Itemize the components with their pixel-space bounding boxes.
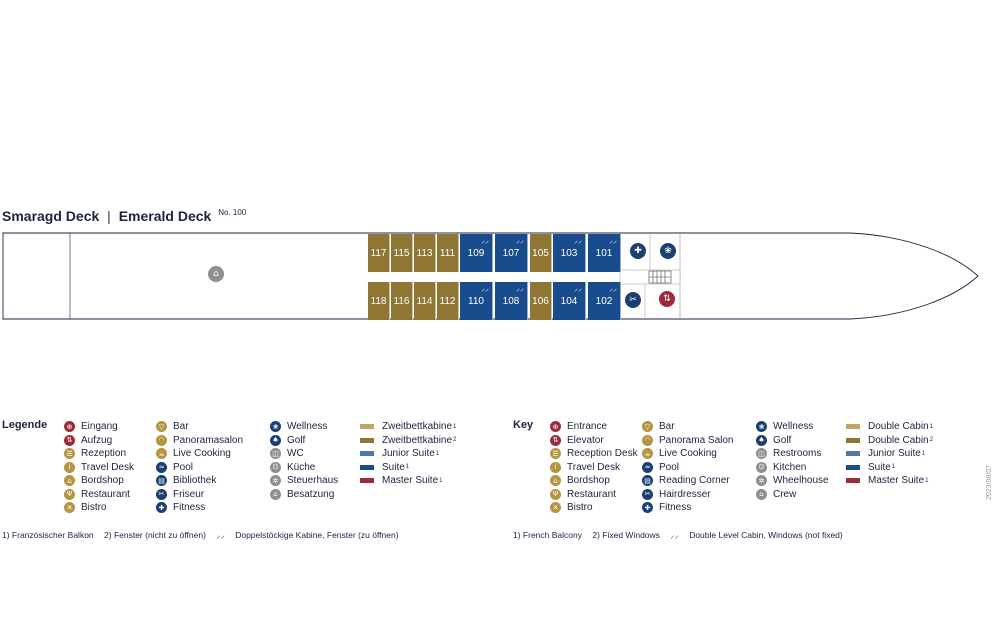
restroom-icon: ◫: [270, 448, 281, 459]
cabin-102: [588, 282, 621, 320]
legend-item-restroom: [270, 447, 304, 460]
crew-icon: ⌂: [270, 489, 281, 500]
cabin-114: [414, 282, 436, 320]
legend-item-restaurant: [64, 488, 130, 501]
bar-icon: ▽: [156, 421, 167, 432]
elevator-icon: ⇅: [659, 291, 675, 307]
footnote-ref: 1: [439, 477, 443, 484]
legend-item-live-cooking: [156, 447, 231, 460]
legend-item-travel-desk: [550, 461, 620, 474]
legend-label: Panorama Salon: [659, 434, 734, 446]
color-swatch: [846, 478, 860, 483]
deck-title-de: Smaragd Deck: [2, 208, 100, 224]
footnotes-de: [2, 530, 407, 541]
legend-item-pool: [642, 461, 679, 474]
deck-title-separator: |: [107, 208, 111, 224]
cabin-number: 117: [370, 247, 387, 259]
entrance-icon: ⊕: [550, 421, 561, 432]
color-swatch: [846, 451, 860, 456]
legend-label: Besatzung: [287, 488, 335, 500]
wheelhouse-icon: ✲: [270, 475, 281, 486]
legend-cabin-type: [846, 434, 933, 447]
pool-icon: ≈: [156, 462, 167, 473]
fitness-icon: ✚: [642, 502, 653, 513]
double-level-icon: ⸝⸝: [516, 236, 524, 245]
legend-label: Double Cabin: [868, 421, 929, 432]
cabin-117: [368, 234, 390, 272]
cabin-number: 111: [439, 247, 456, 259]
legend-label: Wellness: [773, 421, 814, 432]
legend-label: Bordshop: [567, 475, 610, 486]
legend-de-title: Legende: [2, 419, 48, 431]
legend-item-crew: [756, 488, 796, 501]
footnote-ref: 2: [453, 437, 457, 443]
legend-cabin-type: [846, 461, 895, 474]
legend-label: Friseur: [173, 488, 205, 500]
cabin-116: [391, 282, 413, 320]
cabin-number: 115: [393, 247, 410, 259]
color-swatch: [360, 451, 374, 456]
travel-desk-icon: i: [550, 462, 561, 473]
cabin-107: [495, 234, 528, 272]
double-level-icon: ⸝⸝: [481, 284, 489, 293]
cabin-number: 104: [560, 295, 578, 307]
legend-label: Zweitbettkabine: [382, 421, 453, 432]
reception-icon: ☰: [550, 448, 561, 459]
legend-item-hairdresser: [642, 488, 711, 501]
deck-number: No. 100: [218, 208, 247, 217]
cabin-number: 110: [468, 295, 484, 307]
footnote-de-3: Doppelstöckige Kabine, Fenster (zu öffnen): [235, 530, 399, 540]
color-swatch: [360, 438, 374, 443]
cabin-number: 113: [416, 247, 433, 259]
cabin-104: [553, 282, 586, 320]
hairdresser-icon: ✂: [625, 292, 641, 308]
legend-item-golf: [756, 434, 791, 447]
date-stamp: 2023/08/07: [986, 464, 993, 500]
travel-desk-icon: i: [64, 462, 75, 473]
bordshop-icon: ⌂: [64, 475, 75, 486]
legend-label: Live Cooking: [173, 448, 231, 459]
cabin-number: 116: [393, 295, 410, 307]
legend-item-golf: [270, 434, 305, 447]
legend-label: Fitness: [173, 502, 206, 513]
cabin-number: 109: [467, 247, 485, 259]
legend-label: Kitchen: [773, 461, 807, 473]
footnote-ref: 2: [929, 437, 933, 443]
cabin-number: 108: [502, 295, 520, 307]
double-level-icon: ⸝⸝: [574, 284, 582, 293]
cabin-113: [414, 234, 436, 272]
crew-icon: ⌂: [208, 266, 224, 282]
hairdresser-icon: ✂: [642, 489, 653, 500]
deck-title-en: Emerald Deck: [118, 208, 212, 224]
legend-label: Travel Desk: [567, 461, 620, 473]
bordshop-icon: ⌂: [550, 475, 561, 486]
library-icon: ▤: [642, 475, 653, 486]
legend-label: Wellness: [287, 421, 328, 432]
cabin-number: 112: [439, 295, 456, 307]
cabin-105: [530, 234, 552, 272]
cabin-118: [368, 282, 390, 320]
legend-label: Rezeption: [81, 448, 127, 459]
legend-item-kitchen: [756, 461, 806, 474]
legend-label: Bistro: [567, 502, 593, 513]
legend-item-bordshop: [550, 474, 610, 487]
legend-item-restaurant: [550, 488, 616, 501]
legend-label: Wheelhouse: [773, 475, 829, 486]
legend-label: Bar: [173, 421, 189, 432]
footnote-ref: 1: [405, 464, 410, 470]
legend-label: WC: [287, 448, 304, 459]
legend-label: Panoramasalon: [173, 434, 244, 446]
cabin-103: [553, 234, 586, 272]
legend-item-bistro: [64, 501, 107, 514]
footnote-en-3: Double Level Cabin, Windows (not fixed): [689, 530, 843, 540]
legend-item-live-cooking: [642, 447, 717, 460]
kitchen-icon: ⌬: [756, 462, 767, 473]
restroom-icon: ◫: [756, 448, 767, 459]
footnote-de-1: 1) Französischer Balkon: [2, 530, 94, 540]
legend-cabin-type: [360, 434, 456, 447]
legend-label: Master Suite: [382, 475, 439, 486]
legend-cabin-type: [360, 420, 456, 433]
legend-label: Junior Suite: [382, 448, 435, 459]
legend-cabin-type: [846, 447, 925, 460]
cabin-106: [530, 282, 552, 320]
legend-item-restroom: [756, 447, 821, 460]
cabin-115: [391, 234, 413, 272]
legend-item-wellness: [756, 420, 813, 433]
golf-icon: ♠: [756, 435, 767, 446]
legend-label: Golf: [287, 434, 306, 446]
legend-label: Junior Suite: [868, 448, 921, 459]
legend-item-wellness: [270, 420, 327, 433]
legend-label: Reception Desk: [567, 448, 638, 459]
elevator-icon: ⇅: [64, 435, 75, 446]
crew-icon: ⌂: [756, 489, 767, 500]
cabin-number: 105: [532, 247, 549, 259]
wellness-icon: ❀: [270, 421, 281, 432]
cabin-108: [495, 282, 528, 320]
cabin-number: 114: [416, 295, 433, 307]
cabin-number: 103: [560, 247, 578, 259]
color-swatch: [360, 465, 374, 470]
elevator-icon: ⇅: [550, 435, 561, 446]
cabin-110: [460, 282, 493, 320]
color-swatch: [846, 424, 860, 429]
cabin-101: [588, 234, 621, 272]
legend-label: Restrooms: [773, 448, 822, 459]
legend-item-wheelhouse: [270, 474, 338, 487]
legend-item-reception: [64, 447, 126, 460]
double-level-icon: ⸝⸝: [609, 236, 617, 245]
legend-label: Live Cooking: [659, 448, 717, 459]
legend-label: Restaurant: [81, 488, 130, 500]
cabin-number: 106: [532, 295, 549, 307]
kitchen-icon: ⌬: [270, 462, 281, 473]
legend-cabin-type: [846, 474, 928, 487]
legend-label: Bistro: [81, 502, 107, 513]
cabin-number: 101: [595, 247, 613, 259]
footnote-ref: 1: [929, 423, 933, 430]
entrance-icon: ⊕: [64, 421, 75, 432]
legend-label: Pool: [173, 461, 194, 473]
panorama-icon: ◠: [642, 435, 653, 446]
legend-label: Double Cabin: [868, 434, 929, 446]
legend-label: Aufzug: [81, 434, 113, 446]
legend-label: Suite: [868, 461, 891, 473]
wheelhouse-icon: ✲: [756, 475, 767, 486]
legend-item-bordshop: [64, 474, 124, 487]
legend-item-panorama: [156, 434, 243, 447]
footnotes-en: [513, 530, 851, 541]
footnote-en-2: 2) Fixed Windows: [592, 530, 660, 540]
restaurant-icon: Ψ: [550, 489, 561, 500]
cabin-112: [437, 282, 459, 320]
legend-label: Suite: [382, 461, 405, 473]
live-cooking-icon: ☕: [642, 448, 653, 459]
legend-item-library: [642, 474, 730, 487]
double-level-icon: ⸝⸝: [609, 284, 617, 293]
cabin-number: 102: [595, 295, 613, 307]
legend-label: Restaurant: [567, 488, 616, 500]
legend-item-wheelhouse: [756, 474, 829, 487]
footnote-ref: 1: [435, 450, 440, 457]
double-level-icon: ⸝⸝: [574, 236, 582, 245]
legend-label: Bar: [659, 421, 675, 432]
legend-label: Bibliothek: [173, 475, 217, 486]
legend-item-entrance: [64, 420, 118, 433]
legend-item-bar: [156, 420, 189, 433]
legend-item-fitness: [156, 501, 205, 514]
legend-label: Elevator: [567, 434, 604, 446]
cabin-number: 107: [502, 247, 520, 259]
legend-item-library: [156, 474, 216, 487]
library-icon: ▤: [156, 475, 167, 486]
legend-label: Steuerhaus: [287, 475, 339, 486]
legend-cabin-type: [360, 474, 442, 487]
double-level-icon: ⸝⸝: [516, 284, 524, 293]
legend-label: Reading Corner: [659, 475, 730, 486]
legend-en-title: Key: [513, 419, 534, 431]
double-level-icon: ⸝⸝: [670, 530, 679, 540]
double-level-icon: ⸝⸝: [216, 530, 225, 540]
legend-item-reception: [550, 447, 638, 460]
legend-cabin-type: [360, 461, 409, 474]
legend-label: Küche: [287, 461, 316, 473]
fitness-icon: ✚: [630, 243, 646, 259]
legend-cabin-type: [846, 420, 933, 433]
legend-label: Crew: [773, 488, 797, 500]
bar-icon: ▽: [642, 421, 653, 432]
bistro-icon: ✕: [64, 502, 75, 513]
legend-label: Golf: [773, 434, 792, 446]
footnote-ref: 1: [925, 477, 929, 484]
legend-item-fitness: [642, 501, 691, 514]
legend-item-travel-desk: [64, 461, 134, 474]
double-level-icon: ⸝⸝: [481, 236, 489, 245]
live-cooking-icon: ☕: [156, 448, 167, 459]
footnote-en-1: 1) French Balcony: [513, 530, 582, 540]
legend-item-panorama: [642, 434, 734, 447]
color-swatch: [360, 478, 374, 483]
legend-label: Zweitbettkabine: [382, 434, 453, 446]
legend-cabin-type: [360, 447, 439, 460]
legend-item-bar: [642, 420, 675, 433]
legend-item-kitchen: [270, 461, 315, 474]
fitness-icon: ✚: [156, 502, 167, 513]
legend-item-crew: [270, 488, 334, 501]
cabin-109: [460, 234, 493, 272]
restaurant-icon: Ψ: [64, 489, 75, 500]
legend-label: Eingang: [81, 421, 118, 432]
footnote-de-2: 2) Fenster (nicht zu öffnen): [104, 530, 206, 540]
legend-label: Fitness: [659, 502, 692, 513]
legend-item-entrance: [550, 420, 607, 433]
bistro-icon: ✕: [550, 502, 561, 513]
legend-item-elevator: [550, 434, 604, 447]
golf-icon: ♠: [270, 435, 281, 446]
legend-item-bistro: [550, 501, 593, 514]
cabin-number: 118: [370, 295, 387, 307]
legend-label: Master Suite: [868, 475, 925, 486]
color-swatch: [846, 465, 860, 470]
reception-icon: ☰: [64, 448, 75, 459]
legend-label: Entrance: [567, 421, 608, 432]
legend-item-elevator: [64, 434, 112, 447]
cabin-111: [437, 234, 459, 272]
legend-label: Hairdresser: [659, 488, 711, 500]
color-swatch: [360, 424, 374, 429]
footnote-ref: 1: [453, 423, 457, 430]
legend-label: Travel Desk: [81, 461, 134, 473]
footnote-ref: 1: [891, 464, 896, 470]
color-swatch: [846, 438, 860, 443]
wellness-icon: ❀: [660, 243, 676, 259]
hairdresser-icon: ✂: [156, 489, 167, 500]
wellness-icon: ❀: [756, 421, 767, 432]
panorama-icon: ◠: [156, 435, 167, 446]
legend-item-pool: [156, 461, 193, 474]
footnote-ref: 1: [921, 450, 926, 457]
legend-item-hairdresser: [156, 488, 204, 501]
legend-label: Bordshop: [81, 475, 124, 486]
legend-label: Pool: [659, 461, 680, 473]
pool-icon: ≈: [642, 462, 653, 473]
